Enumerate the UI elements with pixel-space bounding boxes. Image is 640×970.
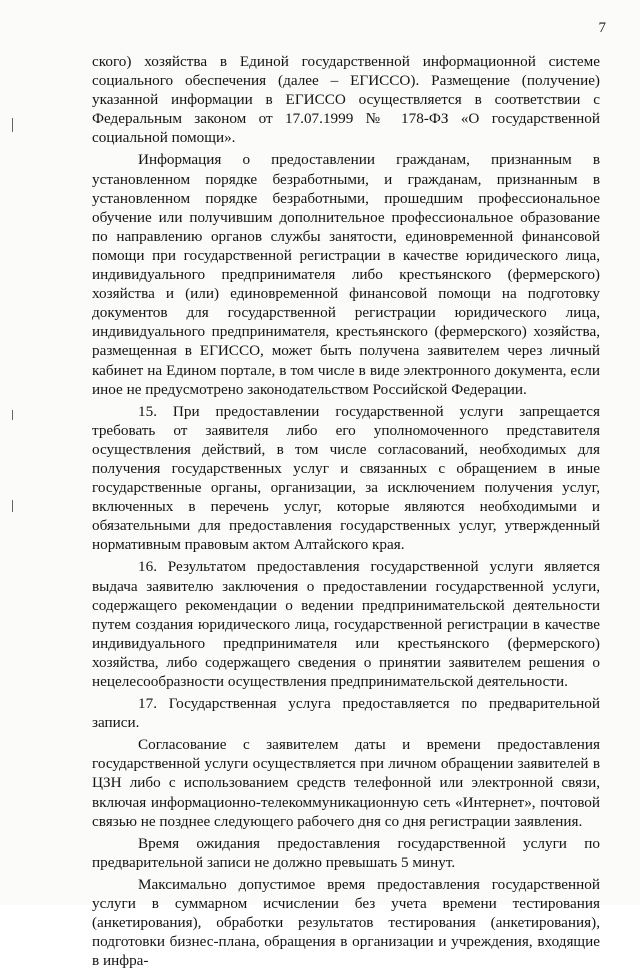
paragraph-maximum-time: Максимально допустимое время предоставления государственной услуги в суммарном исчислении без учета времени тестирования (анкетирования), обработки результатов тестирования (анкетирования), подготовки бизнес-плана, обращения в организации и учреждения, входящие в инфра- xyxy=(92,875,600,970)
document-body xyxy=(92,52,600,970)
paragraph-waiting-time: Время ожидания предоставления государственной услуги по предварительной записи не должно превышать 5 минут. xyxy=(92,834,600,871)
paragraph-appointment-agreement: Согласование с заявителем даты и времени предоставления государственной услуги осуществляется при личном обращении заявителей в ЦЗН либо с использованием средств телефонной или электронной связи, включая информационно-телекоммуникационную сеть «Интернет», почтовой связью не позднее следующего рабочего дня со дня регистрации заявления. xyxy=(92,736,600,830)
paragraph-item-15: 15. При предоставлении государственной услуги запрещается требовать от заявителя либо его уполномоченного представителя осуществления действий, в том числе согласований, необходимых для получения государственных услуг и связанных с обращением в иные государственные органы, организации, за исключением получения услуг, включенных в перечень услуг, которые являются необходимыми и обязательными для предоставления государственных услуг, утвержденный нормативным правовым актом Алтайского края. xyxy=(92,402,600,554)
margin-mark xyxy=(12,500,13,512)
paragraph-egisso-placement: ского) хозяйства в Единой государственной информационной системе социального обеспечения (далее – ЕГИССО). Размещение (получение) указанной информации в ЕГИССО осуществляется в соответствии с Федеральным законом от 17.07.1999 № 178-ФЗ «О государственной социальной помощи». xyxy=(92,53,600,147)
paragraph-item-16: 16. Результатом предоставления государственной услуги является выдача заявителю заключения о предоставлении государственной услуги, содержащего рекомендации о ведении предпринимательской деятельности путем создания юридического лица, государственной регистрации в качестве индивидуального предпринимателя или крестьянского (фермерского) хозяйства, либо содержащего сведения о принятии заявителем решения о нецелесообразности осуществления предпринимательской деятельности. xyxy=(92,558,600,690)
margin-mark xyxy=(12,118,13,132)
paragraph-item-17: 17. Государственная услуга предоставляется по предварительной записи. xyxy=(92,695,600,732)
margin-mark xyxy=(12,410,13,420)
page-number: 7 xyxy=(598,20,606,36)
paragraph-information-access: Информация о предоставлении гражданам, признанным в установленном порядке безработными, и гражданам, признанным в установленном порядке безработными, прошедшим профессиональное обучение или получившим дополнительное профессиональное образование по направлению органов службы занятости, единовременной финансовой помощи при государственной регистрации в качестве юридического лица, индивидуального предпринимателя либо крестьянского (фермерского) хозяйства и (или) единовременной финансовой помощи на подготовку документов для государственной регистрации юридического лица, индивидуального предпринимателя, крестьянского (фермерского) хозяйства, размещенная в ЕГИССО, может быть получена заявителем через личный кабинет на Едином портале, в том числе в виде электронного документа, если иное не предусмотрено законодательством Российской Федерации. xyxy=(92,151,600,398)
